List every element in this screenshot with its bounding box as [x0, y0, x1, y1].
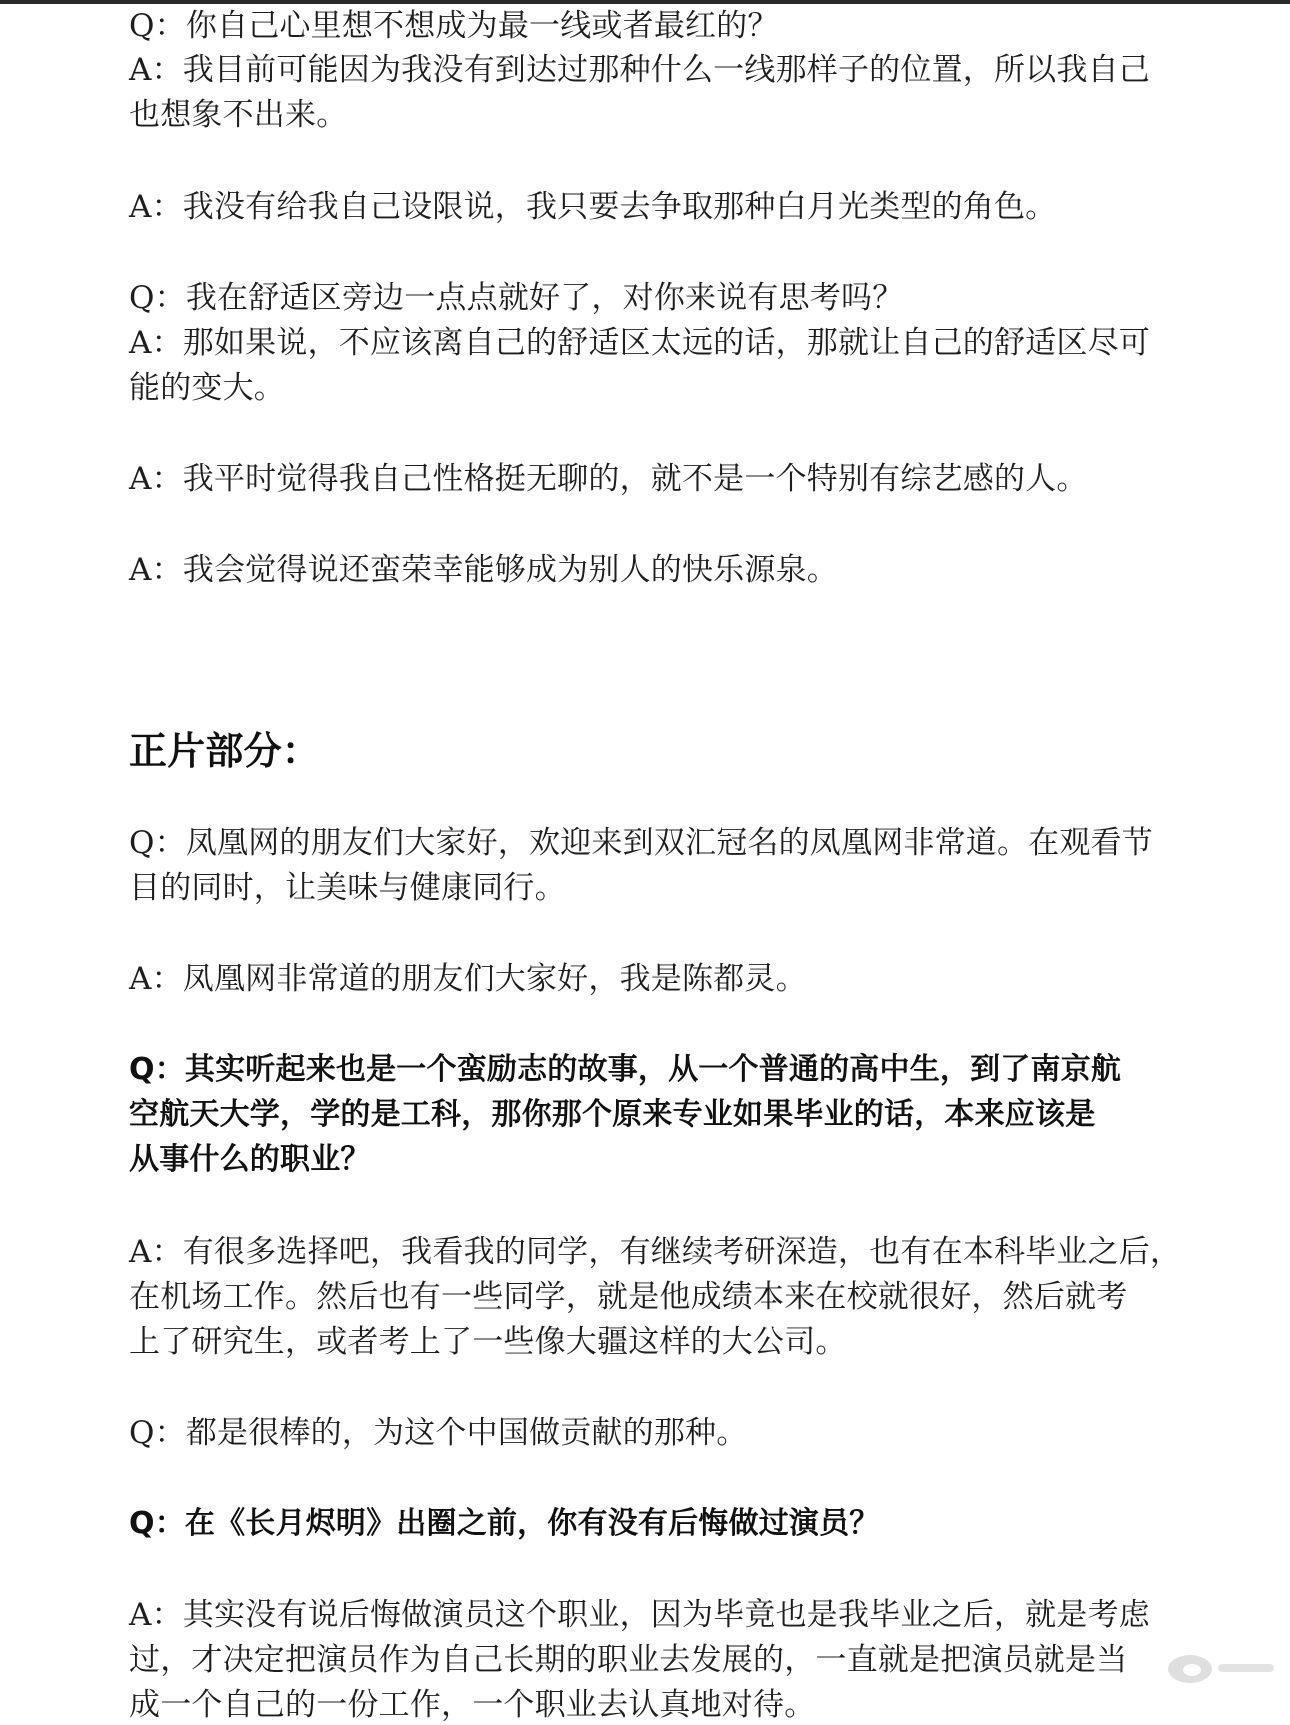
a-line-cont: 也想象不出来。	[129, 97, 348, 133]
q-line-bold-cont: 空航天大学，学的是工科，那你那个原来专业如果毕业的话，本来应该是	[129, 1097, 1096, 1132]
a-line: A：那如果说，不应该离自己的舒适区太远的话，那就让自己的舒适区尽可	[129, 325, 1150, 361]
q-line: Q：凤凰网的朋友们大家好，欢迎来到双汇冠名的凤凰网非常道。在观看节	[129, 825, 1154, 861]
q-line-bold-cont: 从事什么的职业？	[129, 1142, 371, 1177]
a-line: A：我平时觉得我自己性格挺无聊的，就不是一个特别有综艺感的人。	[129, 461, 1088, 497]
weibo-watermark-icon	[1162, 1647, 1282, 1687]
q-line: Q：都是很棒的，为这个中国做贡献的那种。	[129, 1415, 748, 1451]
a-line: A：我会觉得说还蛮荣幸能够成为别人的快乐源泉。	[129, 552, 838, 588]
section-heading: 正片部分：	[129, 729, 321, 773]
q-line-bold: Q：其实听起来也是一个蛮励志的故事，从一个普通的高中生，到了南京航	[129, 1052, 1122, 1087]
q-line-bold: Q：在《长月烬明》出圈之前，你有没有后悔做过演员？	[129, 1506, 880, 1541]
q-line-cont: 目的同时，让美味与健康同行。	[129, 870, 566, 906]
a-line-cont: 能的变大。	[129, 370, 285, 406]
a-line: A：我没有给我自己设限说，我只要去争取那种白月光类型的角色。	[129, 189, 1057, 225]
a-line-cont: 成一个自己的一份工作，一个职业去认真地对待。	[129, 1687, 816, 1723]
q-line: Q：你自己心里想不想成为最一线或者最红的？	[129, 8, 779, 44]
a-line: A：我目前可能因为我没有到达过那种什么一线那样子的位置，所以我自己	[129, 52, 1150, 88]
q-line: Q：我在舒适区旁边一点点就好了，对你来说有思考吗？	[129, 280, 904, 316]
a-line: A：凤凰网非常道的朋友们大家好，我是陈都灵。	[129, 961, 807, 997]
a-line-cont: 上了研究生，或者考上了一些像大疆这样的大公司。	[129, 1324, 847, 1360]
a-line-cont: 在机场工作。然后也有一些同学，就是他成绩本来在校就很好，然后就考	[129, 1279, 1128, 1315]
a-line: A：其实没有说后悔做演员这个职业，因为毕竟也是我毕业之后，就是考虑	[129, 1597, 1150, 1633]
a-line-cont: 过，才决定把演员作为自己长期的职业去发展的，一直就是把演员就是当	[129, 1642, 1128, 1678]
a-line: A：有很多选择吧，我看我的同学，有继续考研深造，也有在本科毕业之后，	[129, 1234, 1182, 1270]
